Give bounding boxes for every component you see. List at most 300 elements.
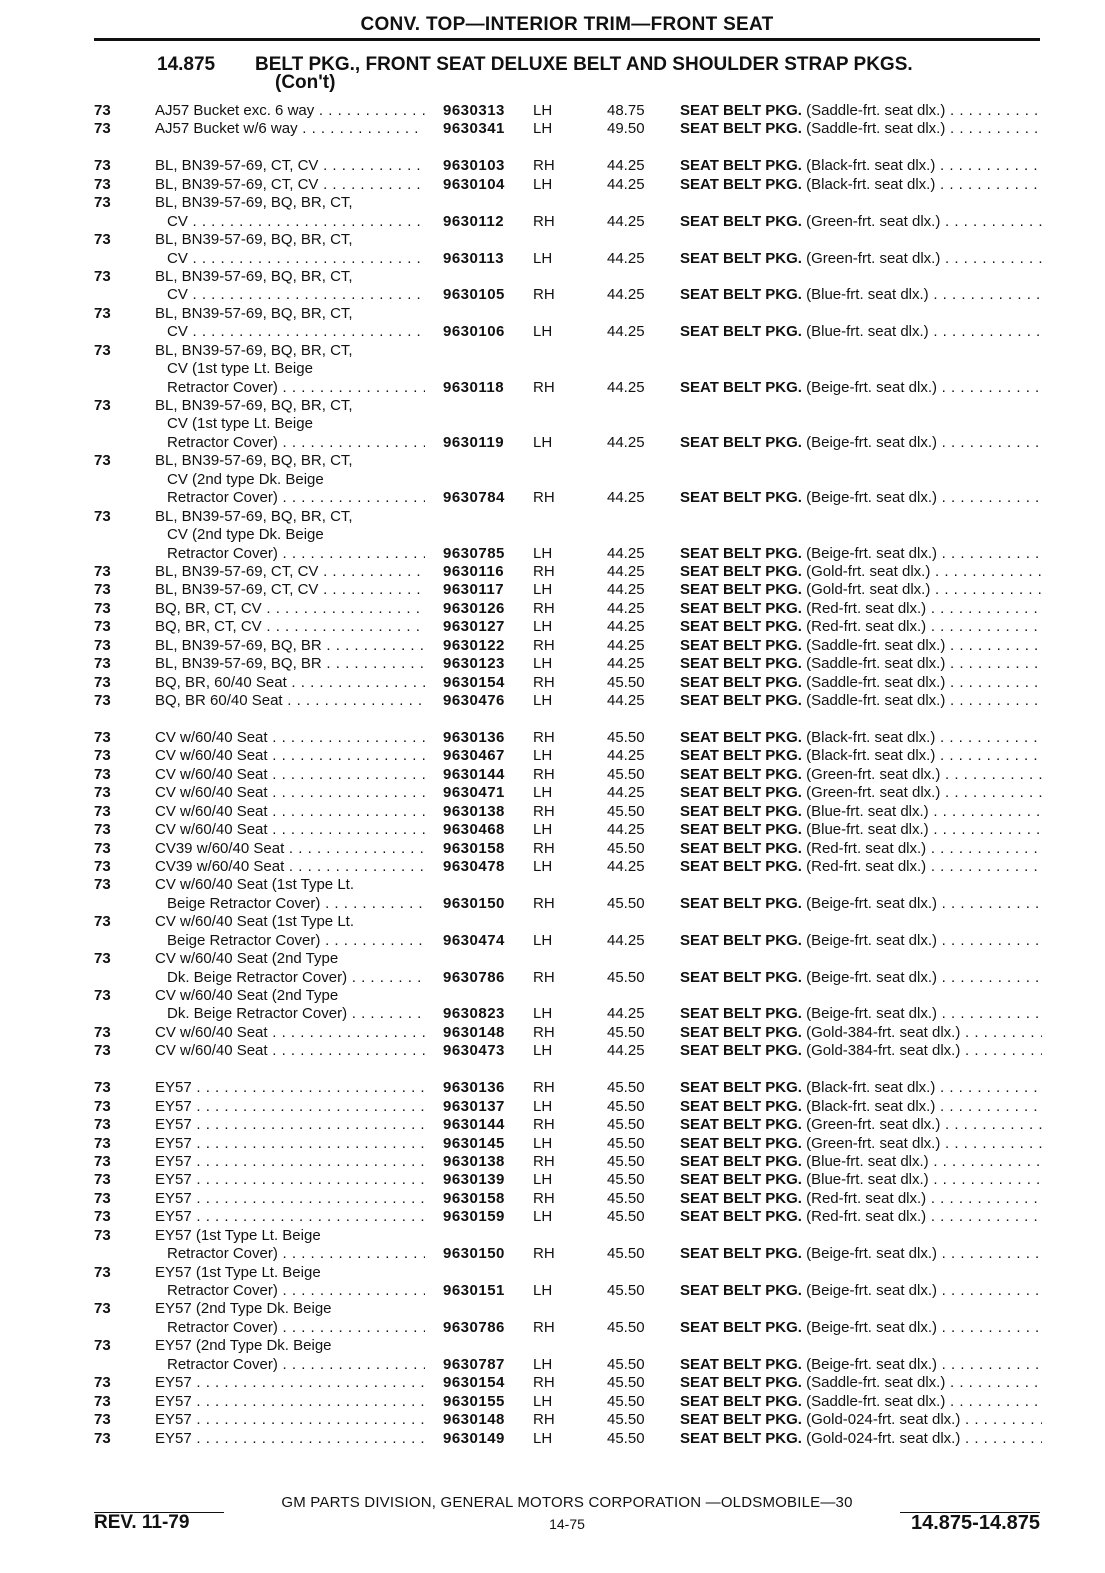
section-continued: (Con't) [275, 72, 336, 93]
price: 44.25 [607, 636, 645, 654]
description-line: BL, BN39-57-69, CT, CV . . . [155, 581, 425, 599]
side-code: LH [533, 102, 553, 119]
description-line: Retractor Cover) . . . [155, 545, 425, 563]
side-code: LH [533, 433, 553, 451]
part-details [0, 840, 1105, 858]
part-number: 9630139 [443, 1171, 505, 1189]
side-code: LH [533, 1392, 553, 1410]
item-note: (Red-frt. seat dlx.) . . . [806, 1190, 1042, 1207]
item-description [680, 581, 1042, 599]
price: 44.25 [607, 581, 645, 599]
side-code: RH [533, 1245, 555, 1263]
group-number: 73 [94, 1392, 111, 1410]
group-number: 73 [94, 802, 111, 820]
description-line: EY57 (2nd Type Dk. Beige [155, 1337, 332, 1355]
table-row [0, 692, 1105, 710]
item-description [680, 747, 1042, 765]
item-name: SEAT BELT PKG. [680, 562, 802, 580]
description-line: CV (2nd type Dk. Beige [167, 470, 324, 488]
part-number: 9630149 [443, 1429, 505, 1447]
item-name: SEAT BELT PKG. [680, 433, 802, 451]
description-line: BL, BN39-57-69, CT, CV . . . [155, 563, 425, 581]
description-line: EY57 . . . [155, 1190, 425, 1208]
item-description [680, 1190, 1042, 1208]
item-note: (Saddle-frt. seat dlx.) . . . [806, 102, 1042, 119]
description-line: CV . . . [155, 323, 425, 341]
item-name: SEAT BELT PKG. [680, 894, 802, 912]
part-details [0, 1356, 1105, 1374]
item-name: SEAT BELT PKG. [680, 821, 802, 839]
item-name: SEAT BELT PKG. [680, 636, 802, 654]
page-title: CONV. TOP—INTERIOR TRIM—FRONT SEAT [360, 14, 774, 35]
group-number: 73 [94, 304, 111, 322]
item-name: SEAT BELT PKG. [680, 1318, 802, 1336]
item-note: (Beige-frt. seat dlx.) . . . [806, 489, 1042, 506]
part-details [0, 655, 1105, 673]
item-name: SEAT BELT PKG. [680, 857, 802, 875]
table-row [0, 231, 1105, 268]
part-number: 9630784 [443, 489, 505, 507]
side-code: LH [533, 821, 553, 839]
side-code: LH [533, 692, 553, 709]
group-number: 73 [94, 1300, 111, 1318]
price: 45.50 [607, 1429, 645, 1447]
side-code: RH [533, 1411, 555, 1429]
side-code: RH [533, 894, 555, 912]
table-row [0, 1430, 1105, 1448]
description-line: EY57 . . . [155, 1374, 425, 1392]
price: 44.25 [607, 323, 645, 341]
side-code: LH [533, 618, 553, 636]
side-code: LH [533, 323, 553, 341]
footer-page-number: 14-75 [549, 1516, 585, 1532]
table-row [0, 1135, 1105, 1153]
group-number: 73 [94, 1171, 111, 1189]
description-line: Dk. Beige Retractor Cover) . . . [155, 969, 425, 987]
part-details [0, 1079, 1105, 1097]
price: 45.50 [607, 1355, 645, 1373]
item-description [680, 969, 1042, 987]
table-row [0, 858, 1105, 876]
item-note: (Beige-frt. seat dlx.) . . . [806, 434, 1042, 451]
price: 44.25 [607, 784, 645, 802]
description-line: CV w/60/40 Seat . . . [155, 803, 425, 821]
item-name: SEAT BELT PKG. [680, 1171, 802, 1189]
table-row [0, 950, 1105, 987]
table-row [0, 1190, 1105, 1208]
group-number: 73 [94, 1152, 111, 1170]
price: 44.25 [607, 931, 645, 949]
description-line: Retractor Cover) . . . [155, 379, 425, 397]
description-line: Retractor Cover) . . . [155, 1245, 425, 1263]
part-details [0, 489, 1105, 507]
item-description [680, 1411, 1042, 1429]
description-line: CV w/60/40 Seat (2nd Type [155, 950, 339, 968]
description-line: EY57 . . . [155, 1116, 425, 1134]
item-name: SEAT BELT PKG. [680, 728, 802, 746]
part-details [0, 286, 1105, 304]
item-note: (Red-frt. seat dlx.) . . . [806, 1208, 1042, 1225]
description-line: CV . . . [155, 286, 425, 304]
group-number: 73 [94, 267, 111, 285]
price: 45.50 [607, 802, 645, 820]
part-details [0, 858, 1105, 876]
table-row [0, 581, 1105, 599]
part-number: 9630158 [443, 839, 505, 857]
item-note: (Blue-frt. seat dlx.) . . . [806, 1153, 1042, 1170]
item-note: (Gold-frt. seat dlx.) . . . [806, 563, 1042, 580]
item-description [680, 1135, 1042, 1153]
item-name: SEAT BELT PKG. [680, 286, 802, 304]
side-code: RH [533, 1318, 555, 1336]
item-note: (Gold-384-frt. seat dlx.) . . . [806, 1042, 1042, 1059]
part-details [0, 176, 1105, 194]
part-details [0, 120, 1105, 138]
side-code: LH [533, 1042, 553, 1060]
description-line: BQ, BR, 60/40 Seat . . . [155, 674, 425, 692]
table-row [0, 1411, 1105, 1429]
item-note: (Gold-384-frt. seat dlx.) . . . [806, 1024, 1042, 1041]
item-note: (Saddle-frt. seat dlx.) . . . [806, 692, 1042, 709]
item-note: (Saddle-frt. seat dlx.) . . . [806, 674, 1042, 691]
group-number: 73 [94, 1189, 111, 1207]
part-number: 9630467 [443, 747, 505, 765]
description-line: Beige Retractor Cover) . . . [155, 895, 425, 913]
item-note: (Beige-frt. seat dlx.) . . . [806, 1319, 1042, 1336]
item-name: SEAT BELT PKG. [680, 673, 802, 691]
group-number: 73 [94, 655, 111, 673]
side-code: LH [533, 175, 553, 193]
side-code: RH [533, 1374, 555, 1392]
part-number: 9630150 [443, 894, 505, 912]
table-row [0, 1024, 1105, 1042]
table-row [0, 1300, 1105, 1337]
side-code: LH [533, 1355, 553, 1373]
item-name: SEAT BELT PKG. [680, 618, 802, 636]
item-note: (Black-frt. seat dlx.) . . . [806, 1079, 1042, 1096]
part-details [0, 1153, 1105, 1171]
description-line: Retractor Cover) . . . [155, 1356, 425, 1374]
part-number: 9630116 [443, 562, 505, 580]
part-details [0, 379, 1105, 397]
side-code: LH [533, 931, 553, 949]
part-details [0, 1411, 1105, 1429]
item-description [680, 120, 1042, 138]
item-description [680, 1393, 1042, 1411]
item-name: SEAT BELT PKG. [680, 1208, 802, 1226]
group-number: 73 [94, 784, 111, 802]
part-details [0, 1005, 1105, 1023]
table-row [0, 397, 1105, 452]
item-description [680, 213, 1042, 231]
part-details [0, 600, 1105, 618]
part-details [0, 1116, 1105, 1134]
group-number: 73 [94, 1226, 111, 1244]
description-line: CV (1st type Lt. Beige [167, 360, 313, 378]
side-code: LH [533, 1005, 553, 1023]
side-code: RH [533, 673, 555, 691]
side-code: LH [533, 747, 553, 765]
group-number: 73 [94, 599, 111, 617]
part-number: 9630150 [443, 1245, 505, 1263]
table-row [0, 1171, 1105, 1189]
item-description [680, 674, 1042, 692]
side-code: RH [533, 636, 555, 654]
item-name: SEAT BELT PKG. [680, 1411, 802, 1429]
part-details [0, 674, 1105, 692]
price: 45.50 [607, 1171, 645, 1189]
item-description [680, 858, 1042, 876]
item-name: SEAT BELT PKG. [680, 765, 802, 783]
table-row [0, 268, 1105, 305]
group-number: 73 [94, 950, 111, 968]
part-number: 9630106 [443, 323, 505, 341]
item-description [680, 1374, 1042, 1392]
description-line: CV w/60/40 Seat . . . [155, 747, 425, 765]
table-row [0, 876, 1105, 913]
table-row [0, 508, 1105, 563]
part-number: 9630144 [443, 1116, 505, 1134]
side-code: LH [533, 1134, 553, 1152]
description-line: Retractor Cover) . . . [155, 1282, 425, 1300]
price: 45.50 [607, 1411, 645, 1429]
side-code: LH [533, 249, 553, 267]
table-row [0, 1393, 1105, 1411]
item-name: SEAT BELT PKG. [680, 1245, 802, 1263]
side-code: RH [533, 157, 555, 175]
item-name: SEAT BELT PKG. [680, 581, 802, 599]
item-description [680, 323, 1042, 341]
group-number: 73 [94, 507, 111, 525]
description-line: BL, BN39-57-69, BQ, BR, CT, [155, 304, 353, 322]
price: 45.50 [607, 765, 645, 783]
item-description [680, 1005, 1042, 1023]
part-number: 9630155 [443, 1392, 505, 1410]
part-details [0, 1190, 1105, 1208]
item-name: SEAT BELT PKG. [680, 1355, 802, 1373]
group-number: 73 [94, 747, 111, 765]
item-description [680, 489, 1042, 507]
section-number: 14.875 [157, 54, 216, 75]
item-description [680, 895, 1042, 913]
item-note: (Red-frt. seat dlx.) . . . [806, 858, 1042, 875]
price: 45.50 [607, 1392, 645, 1410]
part-number: 9630473 [443, 1042, 505, 1060]
description-line: CV w/60/40 Seat . . . [155, 821, 425, 839]
part-number: 9630786 [443, 968, 505, 986]
part-number: 9630123 [443, 655, 505, 673]
description-line: AJ57 Bucket w/6 way . . . [155, 120, 425, 138]
item-note: (Saddle-frt. seat dlx.) . . . [806, 637, 1042, 654]
description-line: EY57 . . . [155, 1430, 425, 1448]
item-note: (Blue-frt. seat dlx.) . . . [806, 1171, 1042, 1188]
table-row [0, 452, 1105, 507]
item-note: (Saddle-frt. seat dlx.) . . . [806, 120, 1042, 137]
price: 45.50 [607, 1097, 645, 1115]
group-number: 73 [94, 1208, 111, 1226]
item-name: SEAT BELT PKG. [680, 1134, 802, 1152]
price: 44.25 [607, 1005, 645, 1023]
price: 45.50 [607, 673, 645, 691]
side-code: RH [533, 286, 555, 304]
part-number: 9630144 [443, 765, 505, 783]
group-number: 73 [94, 397, 111, 414]
side-code: RH [533, 599, 555, 617]
item-note: (Blue-frt. seat dlx.) . . . [806, 286, 1042, 303]
item-name: SEAT BELT PKG. [680, 212, 802, 230]
table-row [0, 618, 1105, 636]
price: 44.25 [607, 249, 645, 267]
item-description [680, 545, 1042, 563]
table-row [0, 563, 1105, 581]
item-name: SEAT BELT PKG. [680, 599, 802, 617]
part-number: 9630341 [443, 120, 505, 138]
description-line: BL, BN39-57-69, BQ, BR . . . [155, 655, 425, 673]
group-number: 73 [94, 341, 111, 359]
part-details [0, 932, 1105, 950]
description-line: BL, BN39-57-69, BQ, BR, CT, [155, 452, 353, 470]
item-name: SEAT BELT PKG. [680, 1005, 802, 1023]
part-details [0, 1282, 1105, 1300]
item-note: (Green-frt. seat dlx.) . . . [806, 784, 1042, 801]
price: 44.25 [607, 433, 645, 451]
item-description [680, 1153, 1042, 1171]
table-row [0, 840, 1105, 858]
table-row [0, 766, 1105, 784]
footer-section-range: 14.875-14.875 [910, 1512, 1040, 1534]
part-number: 9630103 [443, 157, 505, 175]
price: 45.50 [607, 1189, 645, 1207]
item-description [680, 1079, 1042, 1097]
price: 45.50 [607, 1116, 645, 1134]
item-note: (Black-frt. seat dlx.) . . . [806, 729, 1042, 746]
group-number: 73 [94, 1337, 111, 1355]
description-line: AJ57 Bucket exc. 6 way . . . [155, 102, 425, 120]
group-number: 73 [94, 1042, 111, 1060]
part-details [0, 1374, 1105, 1392]
description-line: CV w/60/40 Seat (1st Type Lt. [155, 913, 354, 931]
item-note: (Beige-frt. seat dlx.) . . . [806, 1282, 1042, 1299]
item-name: SEAT BELT PKG. [680, 249, 802, 267]
table-row [0, 803, 1105, 821]
price: 45.50 [607, 1245, 645, 1263]
group-number: 73 [94, 1429, 111, 1447]
item-note: (Green-frt. seat dlx.) . . . [806, 766, 1042, 783]
part-number: 9630787 [443, 1355, 505, 1373]
item-name: SEAT BELT PKG. [680, 157, 802, 175]
group-number: 73 [94, 231, 111, 249]
price: 45.50 [607, 1152, 645, 1170]
description-line: EY57 . . . [155, 1411, 425, 1429]
item-description [680, 803, 1042, 821]
item-note: (Gold-frt. seat dlx.) . . . [806, 581, 1042, 598]
item-name: SEAT BELT PKG. [680, 489, 802, 507]
item-note: (Beige-frt. seat dlx.) . . . [806, 932, 1042, 949]
part-details [0, 766, 1105, 784]
table-row [0, 176, 1105, 194]
group-number: 73 [94, 692, 111, 709]
group-number: 73 [94, 194, 111, 212]
description-line: Beige Retractor Cover) . . . [155, 932, 425, 950]
price: 44.25 [607, 1042, 645, 1060]
side-code: RH [533, 489, 555, 507]
item-name: SEAT BELT PKG. [680, 1374, 802, 1392]
side-code: LH [533, 784, 553, 802]
price: 44.25 [607, 544, 645, 562]
table-row [0, 102, 1105, 120]
price: 45.50 [607, 1079, 645, 1097]
item-description [680, 692, 1042, 710]
item-description [680, 821, 1042, 839]
item-name: SEAT BELT PKG. [680, 1429, 802, 1447]
part-number: 9630119 [443, 433, 505, 451]
description-line: EY57 . . . [155, 1208, 425, 1226]
item-note: (Blue-frt. seat dlx.) . . . [806, 323, 1042, 340]
table-row [0, 194, 1105, 231]
price: 44.25 [607, 489, 645, 507]
item-name: SEAT BELT PKG. [680, 784, 802, 802]
group-number: 73 [94, 1411, 111, 1429]
side-code: RH [533, 728, 555, 746]
description-line: BL, BN39-57-69, BQ, BR . . . [155, 637, 425, 655]
part-number: 9630138 [443, 1152, 505, 1170]
side-code: RH [533, 378, 555, 396]
table-row [0, 342, 1105, 397]
side-code: RH [533, 212, 555, 230]
table-row [0, 1208, 1105, 1226]
part-details [0, 1245, 1105, 1263]
item-note: (Gold-024-frt. seat dlx.) . . . [806, 1430, 1042, 1447]
item-description [680, 563, 1042, 581]
description-line: EY57 . . . [155, 1135, 425, 1153]
side-code: RH [533, 765, 555, 783]
part-number: 9630137 [443, 1097, 505, 1115]
group-number: 73 [94, 1079, 111, 1097]
group-number: 73 [94, 175, 111, 193]
side-code: LH [533, 1429, 553, 1447]
section-heading [157, 56, 1047, 92]
part-details [0, 729, 1105, 747]
part-details [0, 545, 1105, 563]
group-number: 73 [94, 618, 111, 636]
part-details [0, 250, 1105, 268]
part-details [0, 1024, 1105, 1042]
item-description [680, 618, 1042, 636]
price: 45.50 [607, 1023, 645, 1041]
part-number: 9630468 [443, 821, 505, 839]
part-details [0, 637, 1105, 655]
group-number: 73 [94, 765, 111, 783]
part-details [0, 1319, 1105, 1337]
table-row [0, 157, 1105, 175]
description-line: CV w/60/40 Seat . . . [155, 1024, 425, 1042]
item-name: SEAT BELT PKG. [680, 931, 802, 949]
table-row [0, 1337, 1105, 1374]
price: 44.25 [607, 692, 645, 709]
item-note: (Green-frt. seat dlx.) . . . [806, 1116, 1042, 1133]
item-description [680, 637, 1042, 655]
part-details [0, 1393, 1105, 1411]
item-description [680, 1171, 1042, 1189]
description-line: BL, BN39-57-69, CT, CV . . . [155, 157, 425, 175]
table-row [0, 1042, 1105, 1060]
part-number: 9630476 [443, 692, 505, 709]
price: 44.25 [607, 562, 645, 580]
part-details [0, 1430, 1105, 1448]
table-row [0, 655, 1105, 673]
item-description [680, 1319, 1042, 1337]
part-details [0, 895, 1105, 913]
